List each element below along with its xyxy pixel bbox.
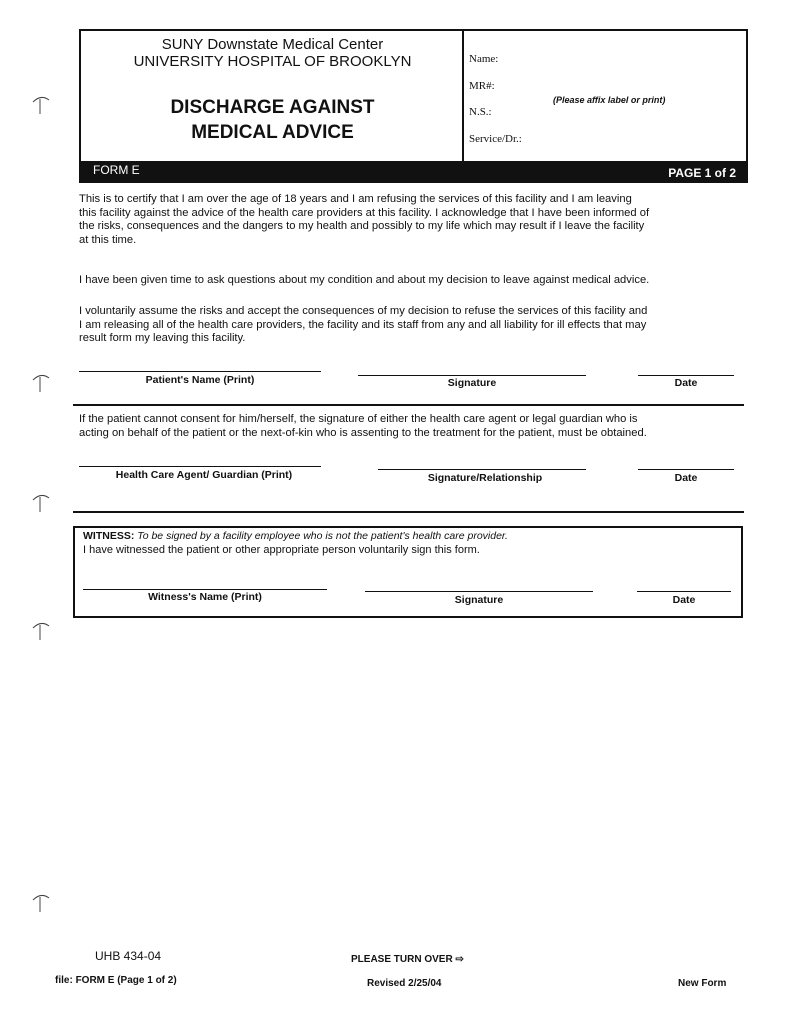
form-number: UHB 434-04 <box>95 949 162 963</box>
punch-hole-mark <box>30 92 52 114</box>
paragraph-line: I am releasing all of the health care providers, the facility and its staff from any and all liability for ill effects that may <box>79 318 647 331</box>
punch-hole-mark <box>30 370 52 392</box>
agent-date-label: Date <box>674 472 698 484</box>
witness-heading-note: To be signed by a facility employee who is not the patient's health care provider. <box>137 530 508 542</box>
new-form-note: New Form <box>678 978 727 989</box>
affix-label-note: (Please affix label or print) <box>553 95 666 105</box>
patient-signature-line[interactable] <box>358 375 586 376</box>
witness-signature-label: Signature <box>454 594 504 606</box>
patient-name-line[interactable] <box>79 371 321 372</box>
witness-name-label: Witness's Name (Print) <box>148 591 262 603</box>
mr-number-field-label: MR#: <box>469 80 495 92</box>
service-doctor-field-label: Service/Dr.: <box>469 133 522 145</box>
form-header <box>79 29 748 183</box>
witness-heading <box>83 530 508 542</box>
patient-name-label: Patient's Name (Print) <box>145 374 255 386</box>
certification-paragraph <box>79 193 747 247</box>
punch-hole-mark <box>30 890 52 912</box>
nursing-station-field-label: N.S.: <box>469 106 492 118</box>
witness-date-line[interactable] <box>637 591 731 592</box>
institution-name: SUNY Downstate Medical Center <box>161 36 384 53</box>
paragraph-line: the risks, consequences and the dangers to my health and possibly to my life which may result if I leave the facility <box>79 220 645 232</box>
agent-date-line[interactable] <box>638 469 734 470</box>
paragraph-line: If the patient cannot consent for him/herself, the signature of either the health care agent or legal guardian who is <box>79 413 638 425</box>
section-divider <box>73 511 744 513</box>
turn-over-note: PLEASE TURN OVER ⇨ <box>351 954 464 965</box>
file-value: FORM E (Page 1 of 2) <box>75 975 177 986</box>
witness-date-label: Date <box>672 594 696 606</box>
punch-hole-mark <box>30 490 52 512</box>
paragraph-line: This is to certify that I am over the age of 18 years and I am refusing the services of this facility and I am leaving <box>79 193 632 205</box>
agent-name-line[interactable] <box>79 466 321 467</box>
liability-paragraph <box>79 305 747 346</box>
punch-hole-mark <box>30 618 52 640</box>
page-indicator: PAGE 1 of 2 <box>668 166 736 180</box>
hospital-name: UNIVERSITY HOSPITAL OF BROOKLYN <box>133 53 412 70</box>
patient-name-field-label: Name: <box>469 53 499 65</box>
patient-date-label: Date <box>674 377 698 389</box>
paragraph-line: result form my leaving this facility. <box>79 332 246 344</box>
form-code: FORM E <box>93 163 140 177</box>
title-line-1: DISCHARGE AGAINST <box>170 97 375 118</box>
patient-signature-label: Signature <box>447 377 497 389</box>
paragraph-line: acting on behalf of the patient or the next-of-kin who is assenting to the treatment for the patient, must be obtained. <box>79 426 647 439</box>
surrogate-consent-paragraph <box>79 413 749 440</box>
paragraph-line: this facility against the advice of the health care providers at this facility. I acknowledge that I have been informed of <box>79 206 650 219</box>
witness-section <box>73 526 743 618</box>
agent-name-label: Health Care Agent/ Guardian (Print) <box>115 469 293 481</box>
revision-date: Revised 2/25/04 <box>367 978 442 989</box>
witness-statement: I have witnessed the patient or other appropriate person voluntarily sign this form. <box>83 544 480 556</box>
document-title <box>81 95 464 145</box>
file-reference <box>55 975 177 986</box>
witness-name-line[interactable] <box>83 589 327 590</box>
title-line-2: MEDICAL ADVICE <box>191 122 354 143</box>
file-label: file: <box>55 975 73 986</box>
institution-block <box>81 31 464 161</box>
patient-date-line[interactable] <box>638 375 734 376</box>
paragraph-line: at this time. <box>79 233 137 246</box>
form-header-bar <box>81 161 746 181</box>
section-divider <box>73 404 744 406</box>
questions-paragraph: I have been given time to ask questions about my condition and about my decision to leave against medical advice. <box>79 274 650 286</box>
agent-signature-line[interactable] <box>378 469 586 470</box>
agent-signature-label: Signature/Relationship <box>427 472 543 484</box>
witness-heading-label: WITNESS: <box>83 530 135 542</box>
paragraph-line: I voluntarily assume the risks and accept the consequences of my decision to refuse the services of this facility and <box>79 305 648 317</box>
witness-signature-line[interactable] <box>365 591 593 592</box>
